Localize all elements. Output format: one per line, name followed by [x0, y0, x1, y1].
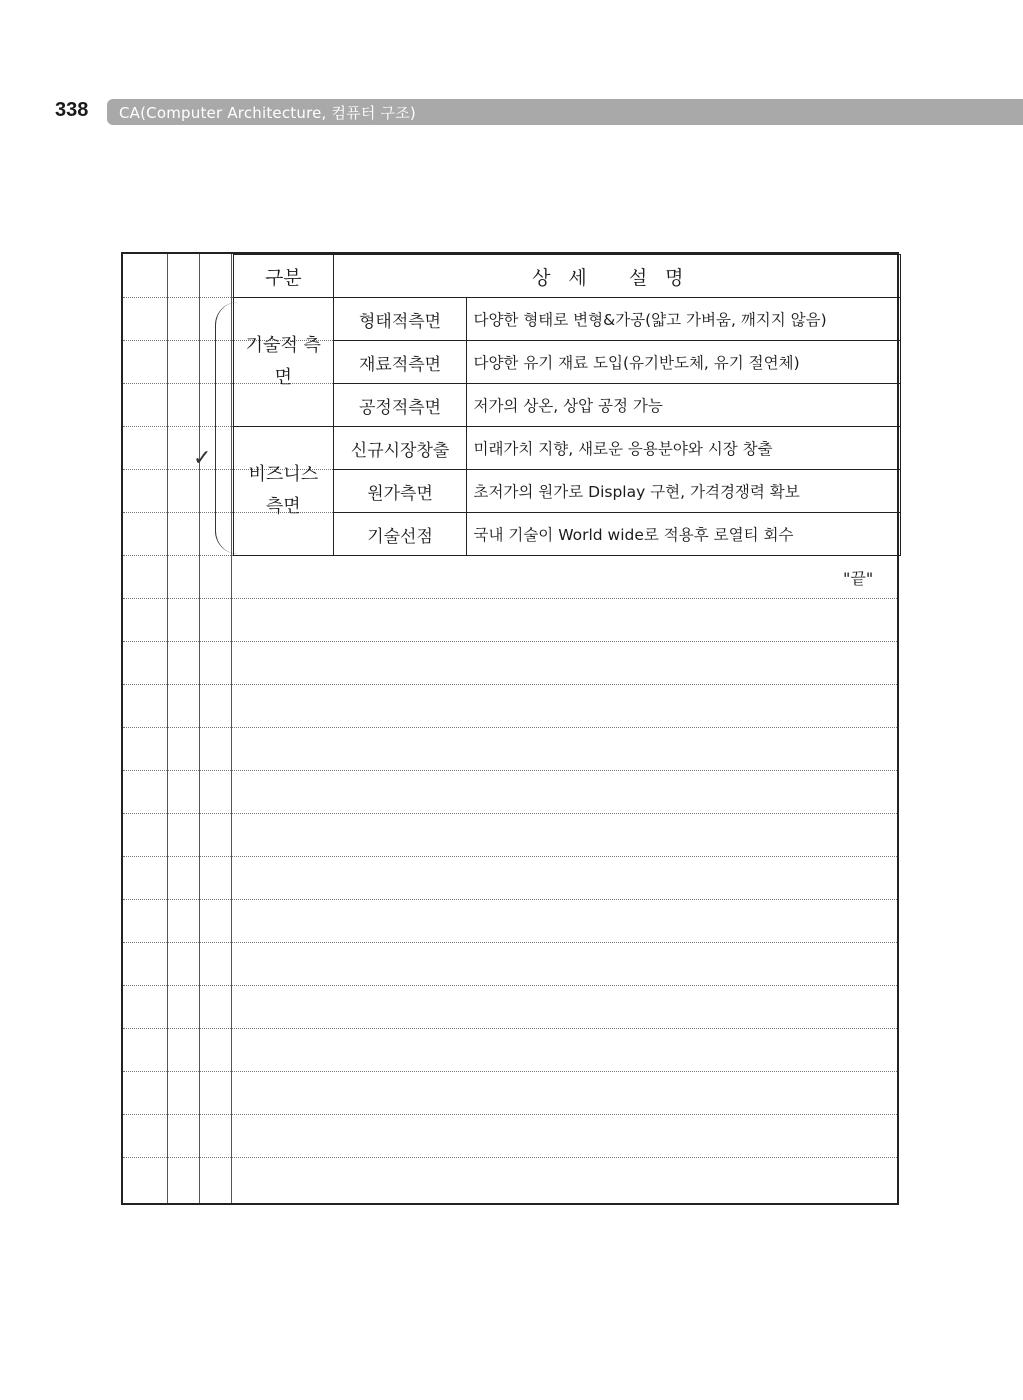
ruled-line [123, 1071, 897, 1072]
table-row [234, 384, 901, 427]
table-header-row [234, 255, 901, 298]
table-row [234, 427, 901, 470]
ruled-line [123, 942, 897, 943]
ruled-line [123, 598, 897, 599]
ruled-line [123, 1157, 897, 1158]
ruled-line [123, 899, 897, 900]
margin-column-line [199, 254, 200, 1203]
description-cell: 초저가의 원가로 Display 구현, 가격경쟁력 확보 [467, 470, 901, 513]
end-mark: "끝" [843, 569, 874, 588]
ruled-line [123, 1028, 897, 1029]
ruled-line [123, 856, 897, 857]
description-cell: 다양한 유기 재료 도입(유기반도체, 유기 절연체) [467, 341, 901, 384]
answer-sheet [121, 252, 899, 1205]
page-number: 338 [55, 99, 89, 121]
description-cell: 저가의 상온, 상압 공정 가능 [467, 384, 901, 427]
group-category-technical: 기술적 측면 [234, 298, 334, 427]
ruled-line [123, 641, 897, 642]
aspect-cell: 기술선점 [333, 513, 467, 556]
ruled-line [123, 727, 897, 728]
description-cell: 미래가치 지향, 새로운 응용분야와 시장 창출 [467, 427, 901, 470]
description-cell: 다양한 형태로 변형&가공(얇고 가벼움, 깨지지 않음) [467, 298, 901, 341]
aspect-cell: 신규시장창출 [333, 427, 467, 470]
header-detail: 상세 설명 [333, 255, 900, 298]
check-mark-icon: ✓ [193, 446, 212, 471]
table-row [234, 298, 901, 341]
chapter-title: CA(Computer Architecture, 컴퓨터 구조) [119, 104, 416, 122]
chapter-header-bar [107, 99, 1023, 125]
table-row [234, 470, 901, 513]
aspect-cell: 재료적측면 [333, 341, 467, 384]
ruled-line [123, 813, 897, 814]
group-category-business: 비즈니스 측면 [234, 427, 334, 556]
description-cell: 국내 기술이 World wide로 적용후 로열티 회수 [467, 513, 901, 556]
aspect-cell: 공정적측면 [333, 384, 467, 427]
aspect-cell: 원가측면 [333, 470, 467, 513]
answer-table [233, 254, 901, 556]
ruled-line [123, 985, 897, 986]
table-row [234, 341, 901, 384]
header-category: 구분 [234, 255, 334, 298]
ruled-line [123, 770, 897, 771]
ruled-line [123, 684, 897, 685]
aspect-cell: 형태적측면 [333, 298, 467, 341]
margin-column-line [167, 254, 168, 1203]
table-row [234, 513, 901, 556]
ruled-line [123, 1114, 897, 1115]
